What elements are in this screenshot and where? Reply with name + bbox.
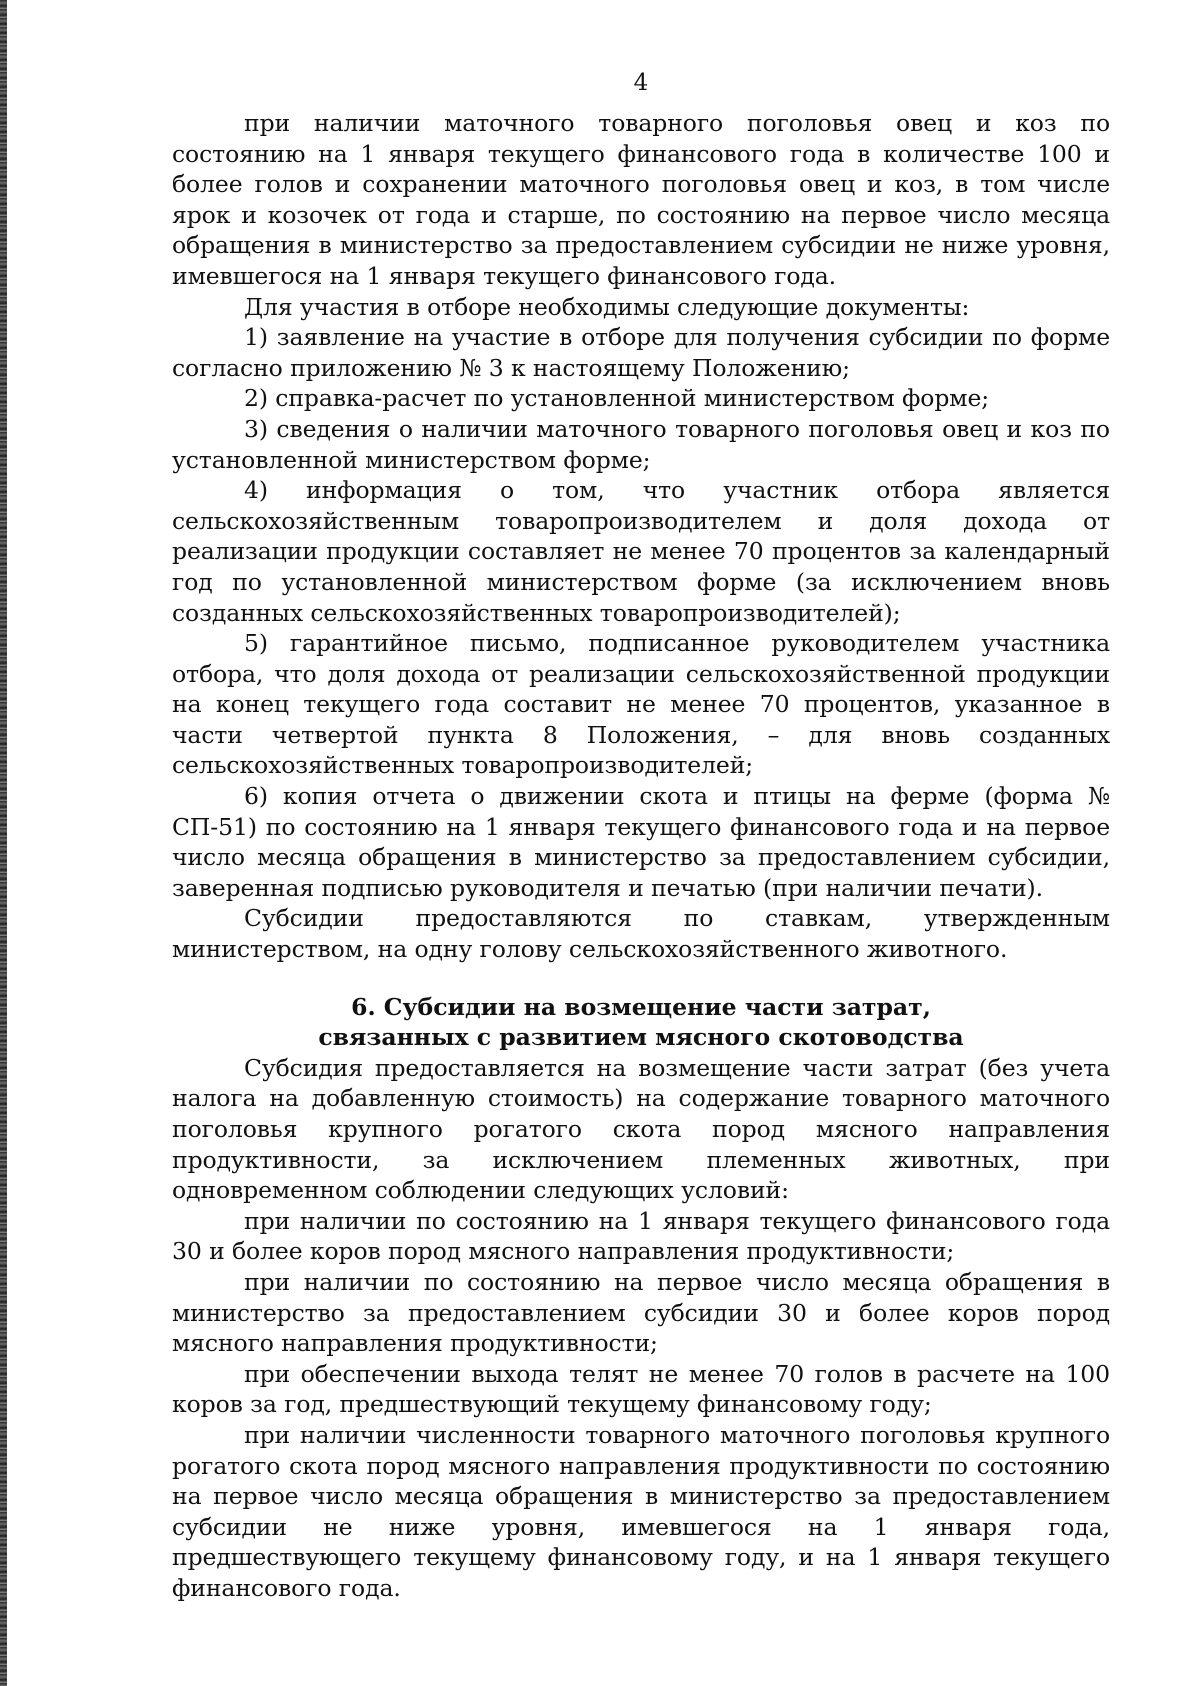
paragraph-item-2: 2) справка-расчет по установленной министерством форме; [244, 384, 990, 413]
section-heading-line-2: связанных с развитием мясного скотоводства [318, 1023, 964, 1052]
paragraph-item-1: 1) заявление на участие в отборе для получения субсидии по форме согласно приложению № 3 к настоящему Положению; [172, 323, 1110, 382]
paragraph-condition-1: при наличии по состоянию на 1 января текущего финансового года 30 и более коров пород мясного направления продуктивности; [172, 1206, 1110, 1266]
paragraph-condition-2: при наличии по состоянию на первое число месяца обращения в министерство за предоставлением субсидии 30 и более коров пород мясного направления продуктивности; [172, 1267, 1110, 1358]
page-number: 4 [633, 70, 649, 96]
paragraph-sheep-goat-condition: при наличии маточного товарного поголовья овец и коз по состоянию на 1 января текущего финансового года в количестве 100 и более голов и сохранении маточного поголовья овец и коз, в том числе ярок и козочек от года и старше, по состоянию на первое число месяца обращения в министерство за предоставлением субсидии не ниже уровня, имевшегося на 1 января текущего финансового года. [172, 109, 1110, 290]
paragraph-documents-intro: Для участия в отборе необходимы следующие документы: [244, 292, 970, 321]
paragraph-item-6: 6) копия отчета о движении скота и птицы на ферме (форма № СП-51) по состоянию на 1 января текущего финансового года и на первое число месяца обращения в министерство за предоставлением субсидии, заверенная подписью руководителя и печатью (при наличии печати). [172, 782, 1110, 902]
scan-edge [0, 0, 7, 1686]
section-heading [172, 992, 1110, 1053]
paragraph-rates: Субсидии предоставляются по ставкам, утвержденным министерством, на одну голову сельскохозяйственного животного. [172, 904, 1110, 964]
paragraph-item-3: 3) сведения о наличии маточного товарного поголовья овец и коз по установленной министерством форме; [172, 414, 1110, 474]
section-heading-line-1: 6. Субсидии на возмещение части затрат, [351, 992, 931, 1021]
paragraph-item-4: 4) информация о том, что участник отбора является сельскохозяйственным товаропроизводителем и доля дохода от реализации продукции составляет не менее 70 процентов за календарный год по установленной министерством форме (за исключением вновь созданных сельскохозяйственных товаропроизводителей); [172, 476, 1110, 627]
paragraph-item-5: 5) гарантийное письмо, подписанное руководителем участника отбора, что доля дохода от реализации сельскохозяйственной продукции на конец текущего года составит не менее 70 процентов, указанное в части четвертой пункта 8 Положения, – для вновь созданных сельскохозяйственных товаропроизводителей; [172, 629, 1110, 780]
paragraph-condition-3: при обеспечении выхода телят не менее 70 голов в расчете на 100 коров за год, предшествующий текущему финансовому году; [172, 1359, 1110, 1419]
document-page [172, 68, 1110, 1604]
paragraph-subsidy-purpose: Субсидия предоставляется на возмещение части затрат (без учета налога на добавленную стоимость) на содержание товарного маточного поголовья крупного рогатого скота пород мясного направления продуктивности, за исключением племенных животных, при одновременном соблюдении следующих условий: [172, 1053, 1110, 1205]
paragraph-condition-4: при наличии численности товарного маточного поголовья крупного рогатого скота пород мясного направления продуктивности по состоянию на первое число месяца обращения в министерство за предоставлением субсидии не ниже уровня, имевшегося на 1 января года, предшествующего текущему финансовому году, и на 1 января текущего финансового года. [172, 1420, 1110, 1602]
